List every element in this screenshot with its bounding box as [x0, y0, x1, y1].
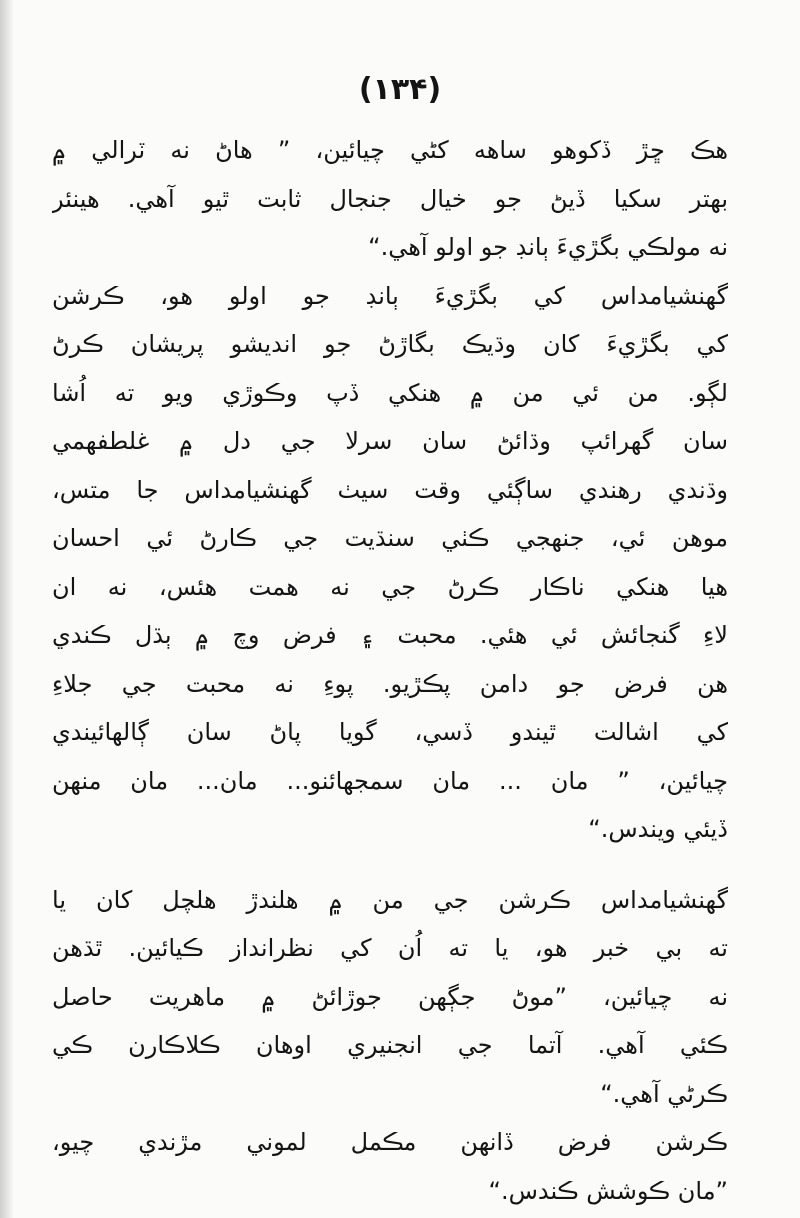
text-line: بهتر سکيا ڏيڻ جو خيال جنجال ثابت ٿيو آهي. هينئر	[52, 184, 728, 213]
text-line: موهن ئي، جنهجي ڪٺي سنڌيت جي ڪارڻ ئي احسان	[52, 524, 728, 552]
text-line: ڪرشن فرض ڏانهن مڪمل لموني مڙندي چيو،	[52, 1128, 728, 1156]
text-line: نه چيائين، ”موڻ جڳهن جوڙائڻ ۾ ماهريت حاصل	[52, 982, 728, 1011]
paragraph-2	[52, 272, 728, 854]
paragraph-1	[52, 126, 728, 272]
text-line: هڪ ڇڙ ڏکوهو ساهه کڻي چيائين، ” هاڻ نه ٽرالي ۾	[52, 136, 728, 164]
text-line: ڏيئي ويندس.“	[588, 815, 728, 843]
paragraph-gap	[52, 854, 728, 876]
text-line: ته بي خبر هو، يا ته اُن کي نظرانداز ڪيائين. ٿڌهن	[52, 934, 728, 962]
text-line: لڳو. من ئي من ۾ هنکي ڏپ وڪوڙي ويو ته اُشا	[52, 378, 728, 407]
text-line: هن فرض جو دامن پڪڙيو. پوءِ نه محبت جي جلاءِ	[52, 669, 728, 698]
text-line: گهنشيامداس ڪرشن جي من ۾ هلندڙ هلچل کان يا	[52, 885, 728, 914]
text-line: ڪرڻي آهي.“	[600, 1079, 728, 1108]
text-line: کي اشالت ٿيندو ڏسي، گويا پاڻ سان ڳالهائيندي	[52, 718, 728, 746]
page-number: (۱۳۴)	[358, 72, 442, 107]
text-line: هيا هنکي ناڪار ڪرڻ جي نه همت هئس، نه ان	[52, 572, 728, 601]
text-line: سان گهرائپ وڌائڻ سان سرلا جي دل ۾ غلطفهمي	[52, 427, 728, 455]
text-line: ”مان ڪوشش ڪندس.“	[488, 1176, 728, 1205]
text-line: نه مولڪي بگڙيءَ ٻانڊ جو اولو آهي.“	[368, 233, 728, 261]
text-line: ڪئي آهي. آتما جي انجنيري اوهان ڪلاڪارن ڪي	[52, 1031, 728, 1059]
text-line: کي بگڙيءَ کان وڌيڪ بگاڙڻ جو انديشو پريشان ڪرڻ	[52, 330, 728, 358]
paragraph-3	[52, 876, 728, 1216]
text-line: گهنشيامداس کي بگڙيءَ ٻانڊ جو اولو هو، ڪرشن	[52, 281, 728, 310]
text-line: وڌندي رهندي ساڳئي وقت سيٺ گهنشيامداس جا متس،	[52, 475, 728, 504]
text-line: چيائين، ” مان ... مان سمجهائنو... مان... مان منهن	[52, 766, 728, 795]
page-edge-shadow	[0, 0, 14, 1218]
text-line: لاءِ گنجائش ئي هئي. محبت ۽ فرض وچ ۾ ٻڌل ڪندي	[52, 621, 728, 649]
body-text	[52, 126, 728, 1215]
